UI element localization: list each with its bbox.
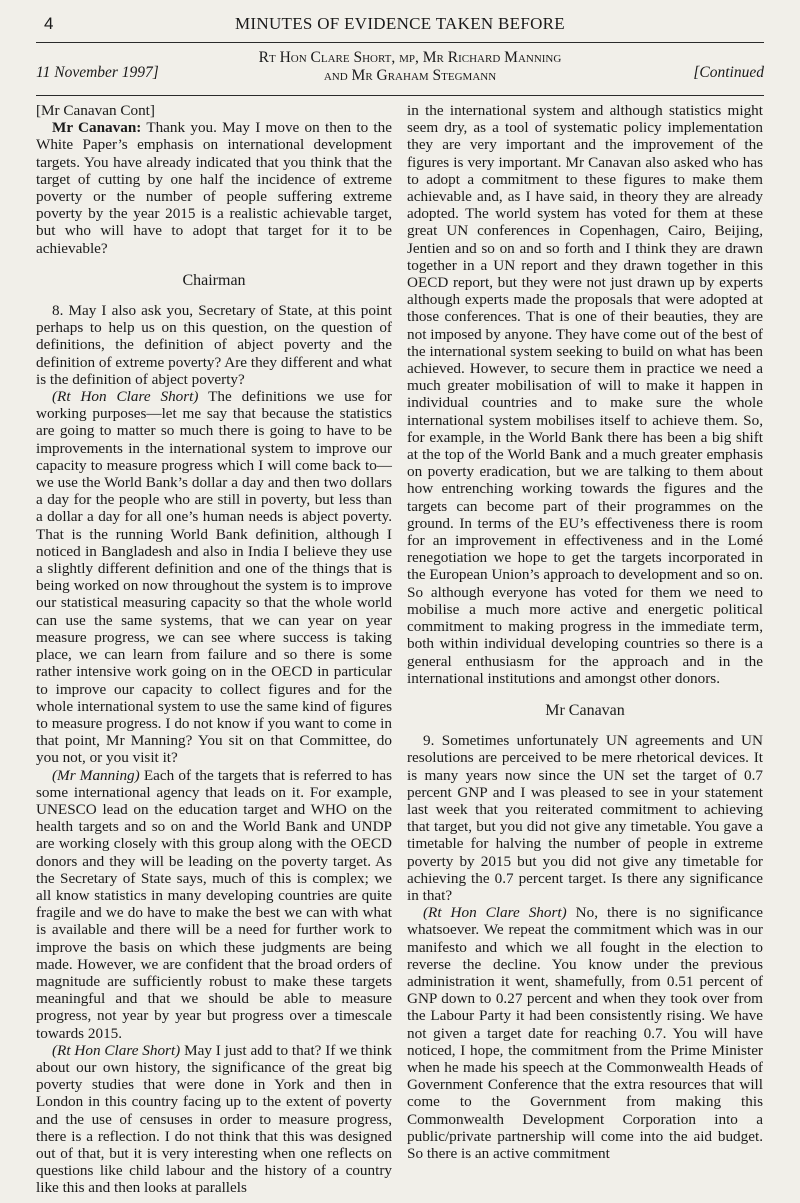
paragraph-text: The definitions we use for working purposes—let me say that because the statistics are going to matter so much there is going to have to be improvements in the international system to improve our capacity to measure progress which I will come back to—we use the World Bank’s dollar a day and then two dollars a day for the people who are still in poverty, but less than a dollar a day for all one’s human needs is abject poverty. That is the running World Bank definition, although I noticed in Bangladesh and also in India I believe they use a slightly different definition and one of the things that is being worked on now throughout the system is to improve our statistical measuring capacity so that the whole world can use the same systems, that we can year on year measure progress, we can see where success is taking place, we can learn from failure and so there is some rather intensive work going on in the OECD in particular to improve our capacity to collect figures and for the whole international system to use the same kind of figures to measure progress. I do not know if you want to come in that point, Mr Manning? You sit on that Committee, do you not, or you visit it? [36, 388, 392, 767]
question-9: 9. Sometimes unfortunately UN agreements and UN resolutions are perceived to be mere rhetorical devices. It is many years now since the UN set the target of 0.7 percent GNP and I was pleased to see in your statement last week that you reiterated commitment to achieving that target, but you did not give any timetable. You gave a timetable for halving the number of people in extreme poverty by 2015 but you did not give any timetable for achieving the 0.7 percent target. Is there any significance in that? [407, 732, 763, 904]
session-date: 11 November 1997] [36, 64, 159, 81]
paragraph-text: Thank you. May I move on then to the White Paper’s emphasis on international development targets. You have already indicated that you think that the target of cutting by one half the incidence of extreme poverty or the number of people suffering extreme poverty by the year 2015 is a realistic achievable target, but who will have to adopt that target for it to be achievable? [36, 119, 392, 257]
section-heading-mr-canavan: Mr Canavan [545, 701, 625, 719]
paragraph-text: Each of the targets that is referred to has some international agency that leads on it. For example, UNESCO lead on the education target and WHO on the health targets and so on and the World Bank and UNDP are working closely with this group along with the OECD donors and they will be leading on the poverty target. As the Secretary of State says, much of this is complex; we all know statistics in many developing countries are quite fragile and we do have to make the best we can with what is available and there will be a need for further work to improve the basis on which these judgments are being made. However, we are confident that the broad orders of magnitude are sufficiently robust to make these targets meaningful and that we should be able to measure progress, not year by year but progress over a timescale towards 2015. [36, 766, 392, 1042]
session-header [36, 43, 764, 93]
witness-names-line2: and Mr Graham Stegmann [323, 67, 497, 84]
witness-names-line1: Rt Hon Clare Short, mp, Mr Richard Manning [258, 49, 562, 66]
speaker-name: (Mr Manning) [52, 766, 140, 784]
continued-paragraph: in the international system and although statistics might seem dry, as a tool of systematic policy implementation they are very important and the improvement of the figures is very important. Mr Canavan also asked who has to adopt a commitment to these figures to make them achievable and, as I have said, in theory they are already adopted. The world system has voted for them at these great UN conferences in Copenhagen, Cairo, Beijing, Jentien and so on and so forth and I think they are drawn together in a UN report and they drawn together in this OECD report, but they were not just drawn up by experts although experts made the proposals that were adopted at those conferences. That is one of their beauties, they are not imposed by anyone. They have come out of the best of the international system seeking to build on what has been achieved. However, to secure them in practice we need a much greater mobilisation of will to make it happen in individual countries and to make sure the whole international system mobilises itself to achieve them. So, for example, in the World Bank there has been a big shift at the top of the World Bank and a much greater emphasis on poverty eradication, but we are talking to them about how entrenching working towards the figures and the targets can become part of their programmes on the ground. In terms of the EU’s effectiveness there is room for an improvement in effectiveness and in the Lomé renegotiation we hope to get the targets incorporated in the European Union’s approach to development and so on. So although everyone has voted for them we need to mobilise a much more active and energetic political commitment to making progress in the immediate term, both within individual developing countries so there is a general enthusiasm for the approach and in the international institutions and amongst other donors. [407, 102, 763, 687]
speaker-name: Mr Canavan: [52, 119, 142, 137]
running-head-title: MINUTES OF EVIDENCE TAKEN BEFORE [235, 14, 565, 33]
answer-paragraph [36, 388, 392, 766]
continued-label: [Continued [693, 64, 764, 81]
section-heading-chairman: Chairman [182, 271, 246, 289]
speaker-name: (Rt Hon Clare Short) [423, 904, 567, 922]
paragraph-text: May I just add to that? If we think about our own history, the significance of the great big poverty studies that were done in York and then in London in this country facing up to the extent of poverty and the use of censuses in order to measure progress, there is a reflection. I do not think that this was designed out of that, but it is very interesting when one reflects on questions like child labour and the history of a country like this and then looks at parallels [36, 1041, 392, 1197]
session-rule [36, 95, 764, 96]
question-8: 8. May I also ask you, Secretary of State, at this point perhaps to help us on this question, on the question of definitions, the definition of abject poverty and the definition of extreme poverty? Are they different and what is the definition of abject poverty? [36, 302, 392, 388]
speaker-name: (Rt Hon Clare Short) [52, 1041, 181, 1059]
speaker-continued-label: [Mr Canavan Cont] [36, 102, 155, 119]
page-number: 4 [44, 14, 54, 33]
speaker-name: (Rt Hon Clare Short) [52, 388, 199, 406]
right-column [407, 102, 763, 1197]
witness-names [236, 49, 584, 85]
running-header [36, 14, 764, 40]
question-paragraph [36, 119, 392, 257]
paragraph-text: No, there is no significance whatsoever. We repeat the commitment which was in our manifesto and which we all fought in the election to reverse the decline. You know under the previous administration it went, shamefully, from 0.51 percent of GNP down to 0.27 percent and when they took over from the Labour Party it had been consistently rising. We have not given a target date for reaching 0.7. You will have noticed, I hope, the commitment from the Prime Minister when he made his speech at the Commonwealth Heads of Government Conference that the extra resources that will come to the Government from making this Commonwealth Development Corporation into a public/private partnership will come into the aid budget. So there is an active commitment [407, 904, 763, 1162]
answer-paragraph [36, 1042, 392, 1197]
left-column [36, 102, 392, 1197]
answer-paragraph [36, 767, 392, 1042]
answer-paragraph [407, 904, 763, 1162]
text-columns [36, 102, 764, 1197]
